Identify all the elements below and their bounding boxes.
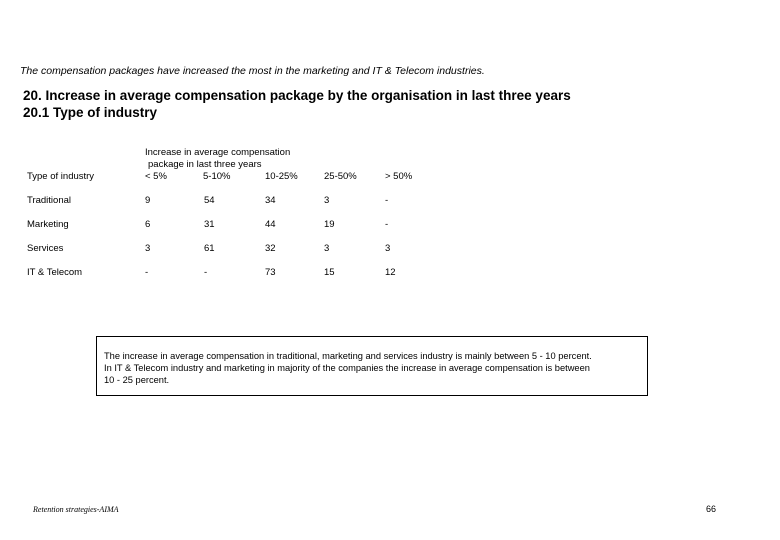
table-cell-row1-gt50: -	[385, 195, 389, 206]
column-header-gt50: > 50%	[385, 171, 413, 182]
table-cell-row4-25-50: 15	[324, 267, 335, 278]
table-cell-row3-lt5: 3	[145, 243, 151, 254]
heading-subtitle: 20.1 Type of industry	[23, 105, 158, 120]
column-header-25-50: 25-50%	[324, 171, 357, 182]
table-group-header	[145, 147, 290, 171]
table-cell-row3-industry: Services	[27, 243, 64, 254]
column-header-lt5: < 5%	[145, 171, 167, 182]
summary-line2: In IT & Telecom industry and marketing in majority of the companies the increase in average compensation is between	[104, 363, 590, 373]
footer-source: Retention strategies-AIMA	[33, 505, 119, 514]
column-header-10-25: 10-25%	[265, 171, 298, 182]
group-header-line1: Increase in average compensation	[145, 147, 291, 158]
summary-box	[96, 336, 648, 396]
table-cell-row4-5-10: -	[204, 267, 208, 278]
summary-line3: 10 - 25 percent.	[104, 375, 170, 385]
table-cell-row1-10-25: 34	[265, 195, 276, 206]
table-cell-row2-10-25: 44	[265, 219, 276, 230]
table-cell-row2-industry: Marketing	[27, 219, 69, 230]
table-cell-row3-25-50: 3	[324, 243, 330, 254]
table-cell-row3-5-10: 61	[204, 243, 215, 254]
table-cell-row2-lt5: 6	[145, 219, 151, 230]
table-cell-row1-lt5: 9	[145, 195, 151, 206]
table-cell-row1-5-10: 54	[204, 195, 215, 206]
table-cell-row1-25-50: 3	[324, 195, 330, 206]
column-header-5-10: 5-10%	[203, 171, 231, 182]
table-cell-row4-gt50: 12	[385, 267, 396, 278]
table-cell-row2-5-10: 31	[204, 219, 215, 230]
table-cell-row1-industry: Traditional	[27, 195, 72, 206]
table-cell-row4-lt5: -	[145, 267, 149, 278]
summary-line1: The increase in average compensation in traditional, marketing and services industry is mainly between 5 - 10 percent.	[104, 351, 592, 361]
intro-text: The compensation packages have increased the most in the marketing and IT & Telecom industries.	[20, 65, 485, 77]
page-number: 66	[706, 504, 717, 514]
table-cell-row4-industry: IT & Telecom	[27, 267, 83, 278]
group-header-line2: package in last three years	[148, 159, 262, 170]
table-cell-row3-gt50: 3	[385, 243, 391, 254]
column-header-industry: Type of industry	[27, 171, 95, 182]
section-heading	[23, 87, 571, 121]
table-cell-row2-gt50: -	[385, 219, 389, 230]
table-cell-row2-25-50: 19	[324, 219, 335, 230]
table-cell-row3-10-25: 32	[265, 243, 276, 254]
heading-title: 20. Increase in average compensation package by the organisation in last three years	[23, 88, 571, 103]
table-cell-row4-10-25: 73	[265, 267, 276, 278]
